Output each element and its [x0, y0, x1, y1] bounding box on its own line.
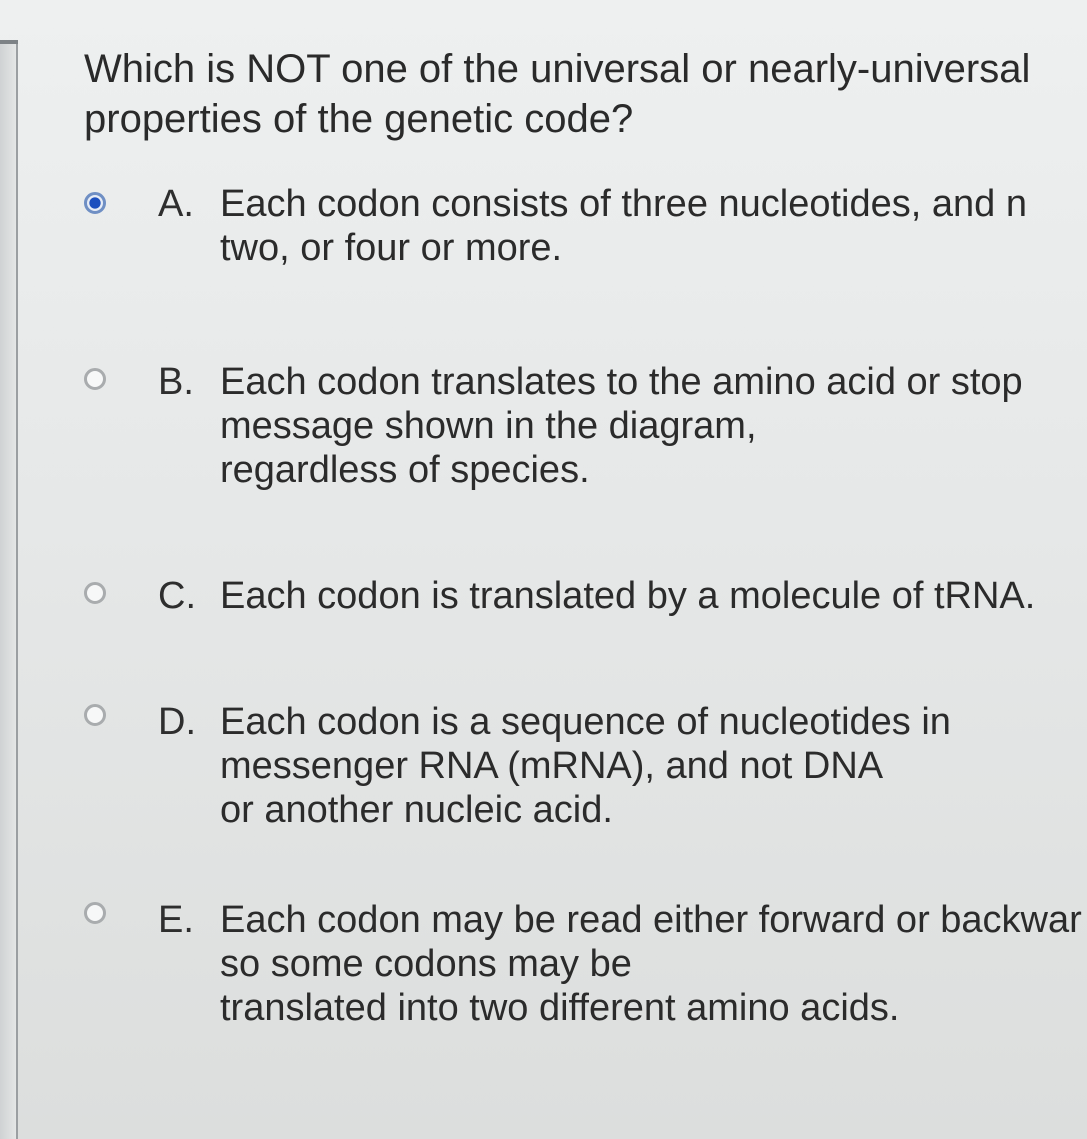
option-a-line-2: two, or four or more. — [220, 227, 563, 269]
question-text — [84, 44, 1074, 144]
option-letter-e: E. — [158, 899, 194, 941]
option-letter-b: B. — [158, 361, 194, 403]
option-a-line-1: Each codon consists of three nucleotides, and n — [220, 183, 1027, 225]
option-text-a — [220, 182, 1027, 270]
option-d-line-1: Each codon is a sequence of nucleotides in — [220, 701, 951, 743]
option-b-line-2: message shown in the diagram, — [220, 405, 757, 447]
option-d-line-2: messenger RNA (mRNA), and not DNA — [220, 745, 884, 787]
radio-button-a-selected[interactable] — [84, 192, 106, 214]
option-b-line-1: Each codon translates to the amino acid or stop — [220, 361, 1023, 403]
question-line-2: properties of the genetic code? — [84, 97, 634, 141]
option-text-e — [220, 898, 1082, 1030]
option-e-line-3: translated into two different amino acids. — [220, 987, 900, 1029]
option-letter-a: A. — [158, 183, 194, 225]
option-d-line-3: or another nucleic acid. — [220, 789, 613, 831]
option-b-line-3: regardless of species. — [220, 449, 590, 491]
option-text-d — [220, 700, 951, 832]
radio-button-d[interactable] — [84, 704, 106, 726]
window-left-edge — [0, 40, 18, 1139]
window-edge-notch — [0, 40, 18, 44]
option-text-c — [220, 574, 1035, 618]
radio-button-c[interactable] — [84, 582, 106, 604]
radio-button-b[interactable] — [84, 368, 106, 390]
option-e-line-2: so some codons may be — [220, 943, 632, 985]
option-e-line-1: Each codon may be read either forward or backwar — [220, 899, 1082, 941]
option-letter-c: C. — [158, 575, 196, 617]
option-text-b — [220, 360, 1023, 492]
question-line-1: Which is NOT one of the universal or nearly-universal — [84, 47, 1031, 91]
option-letter-d: D. — [158, 701, 196, 743]
radio-button-e[interactable] — [84, 902, 106, 924]
option-c-line-1: Each codon is translated by a molecule of tRNA. — [220, 575, 1036, 617]
